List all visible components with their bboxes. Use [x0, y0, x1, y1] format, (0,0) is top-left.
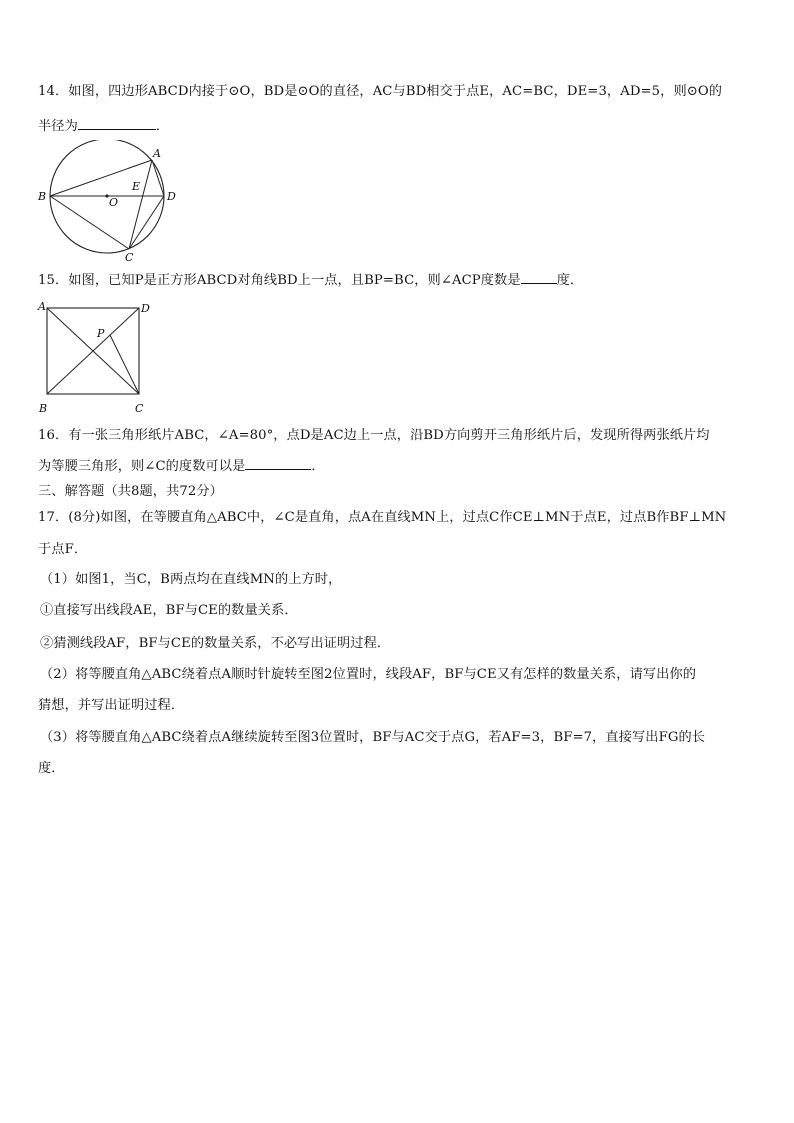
label-a: A — [38, 300, 46, 313]
label-d: D — [167, 190, 176, 203]
q15-answer-blank[interactable] — [521, 270, 557, 284]
q16-text-line2 — [38, 456, 760, 477]
label-e: E — [132, 180, 141, 193]
label-p: P — [97, 327, 105, 340]
q14-suffix: ． — [155, 119, 170, 134]
q15-text — [38, 270, 760, 291]
q14-text-line2 — [38, 116, 760, 137]
segment-cp — [110, 335, 139, 394]
label-d: D — [141, 302, 150, 315]
q15-prefix: 15．如图，已知P是正方形ABCD对角线BD上一点，且BP=BC，则∠ACP度数是 — [38, 273, 521, 288]
q14-circle-figure — [32, 140, 182, 262]
q17-part1: （1）如图1，当C，B两点均在直线MN的上方时， — [40, 572, 342, 587]
q15-suffix: 度． — [556, 273, 584, 288]
q17-part2-line1: （2）将等腰直角△ABC绕着点A顺时针旋转至图2位置时，线段AF，BF与CE又有怎样的数量关系，请写出你的 — [40, 667, 697, 682]
q17-part3-line2: 度． — [38, 761, 65, 776]
q15-square-figure — [34, 296, 164, 418]
label-a: A — [153, 147, 161, 160]
label-c: C — [135, 402, 144, 415]
label-b: B — [38, 190, 47, 203]
q17-part3-line1: （3）将等腰直角△ABC绕着点A继续旋转至图3位置时，BF与AC交于点G，若AF=3，BF=7，直接写出FG的长 — [40, 730, 706, 745]
q14-prefix: 半径为 — [38, 119, 78, 134]
q17-part1b: ②猜测线段AF，BF与CE的数量关系，不必写出证明过程． — [40, 636, 391, 651]
q16-prefix: 为等腰三角形，则∠C的度数可以是 — [38, 459, 246, 474]
q14-text-line1: 14．如图，四边形ABCD内接于⊙O，BD是⊙O的直径，AC与BD相交于点E，AC=BC，DE=3，AD=5，则⊙O的 — [38, 84, 723, 99]
q17-part1a: ①直接写出线段AE，BF与CE的数量关系． — [40, 603, 298, 618]
q17-text-line2: 于点F． — [38, 542, 88, 557]
label-b: B — [39, 402, 48, 415]
section-heading: 三、解答题（共8题，共72分） — [38, 484, 223, 499]
q16-suffix: ． — [311, 459, 325, 474]
q17-text-line1: 17．(8分)如图，在等腰直角△ABC中，∠C是直角，点A在直线MN上，过点C作CE⊥MN于点E，过点B作BF⊥MN — [38, 510, 727, 525]
label-c: C — [125, 251, 134, 262]
segment-ad — [152, 160, 164, 196]
q16-answer-blank[interactable] — [245, 456, 311, 470]
segment-dc — [129, 196, 164, 249]
q17-part2-line2: 猜想，并写出证明过程． — [38, 698, 185, 713]
q16-text-line1: 16．有一张三角形纸片ABC，∠A=80°，点D是AC边上一点，沿BD方向剪开三角形纸片后，发现所得两张纸片均 — [38, 428, 710, 443]
label-o: O — [109, 196, 119, 209]
q14-answer-blank[interactable] — [78, 116, 156, 130]
